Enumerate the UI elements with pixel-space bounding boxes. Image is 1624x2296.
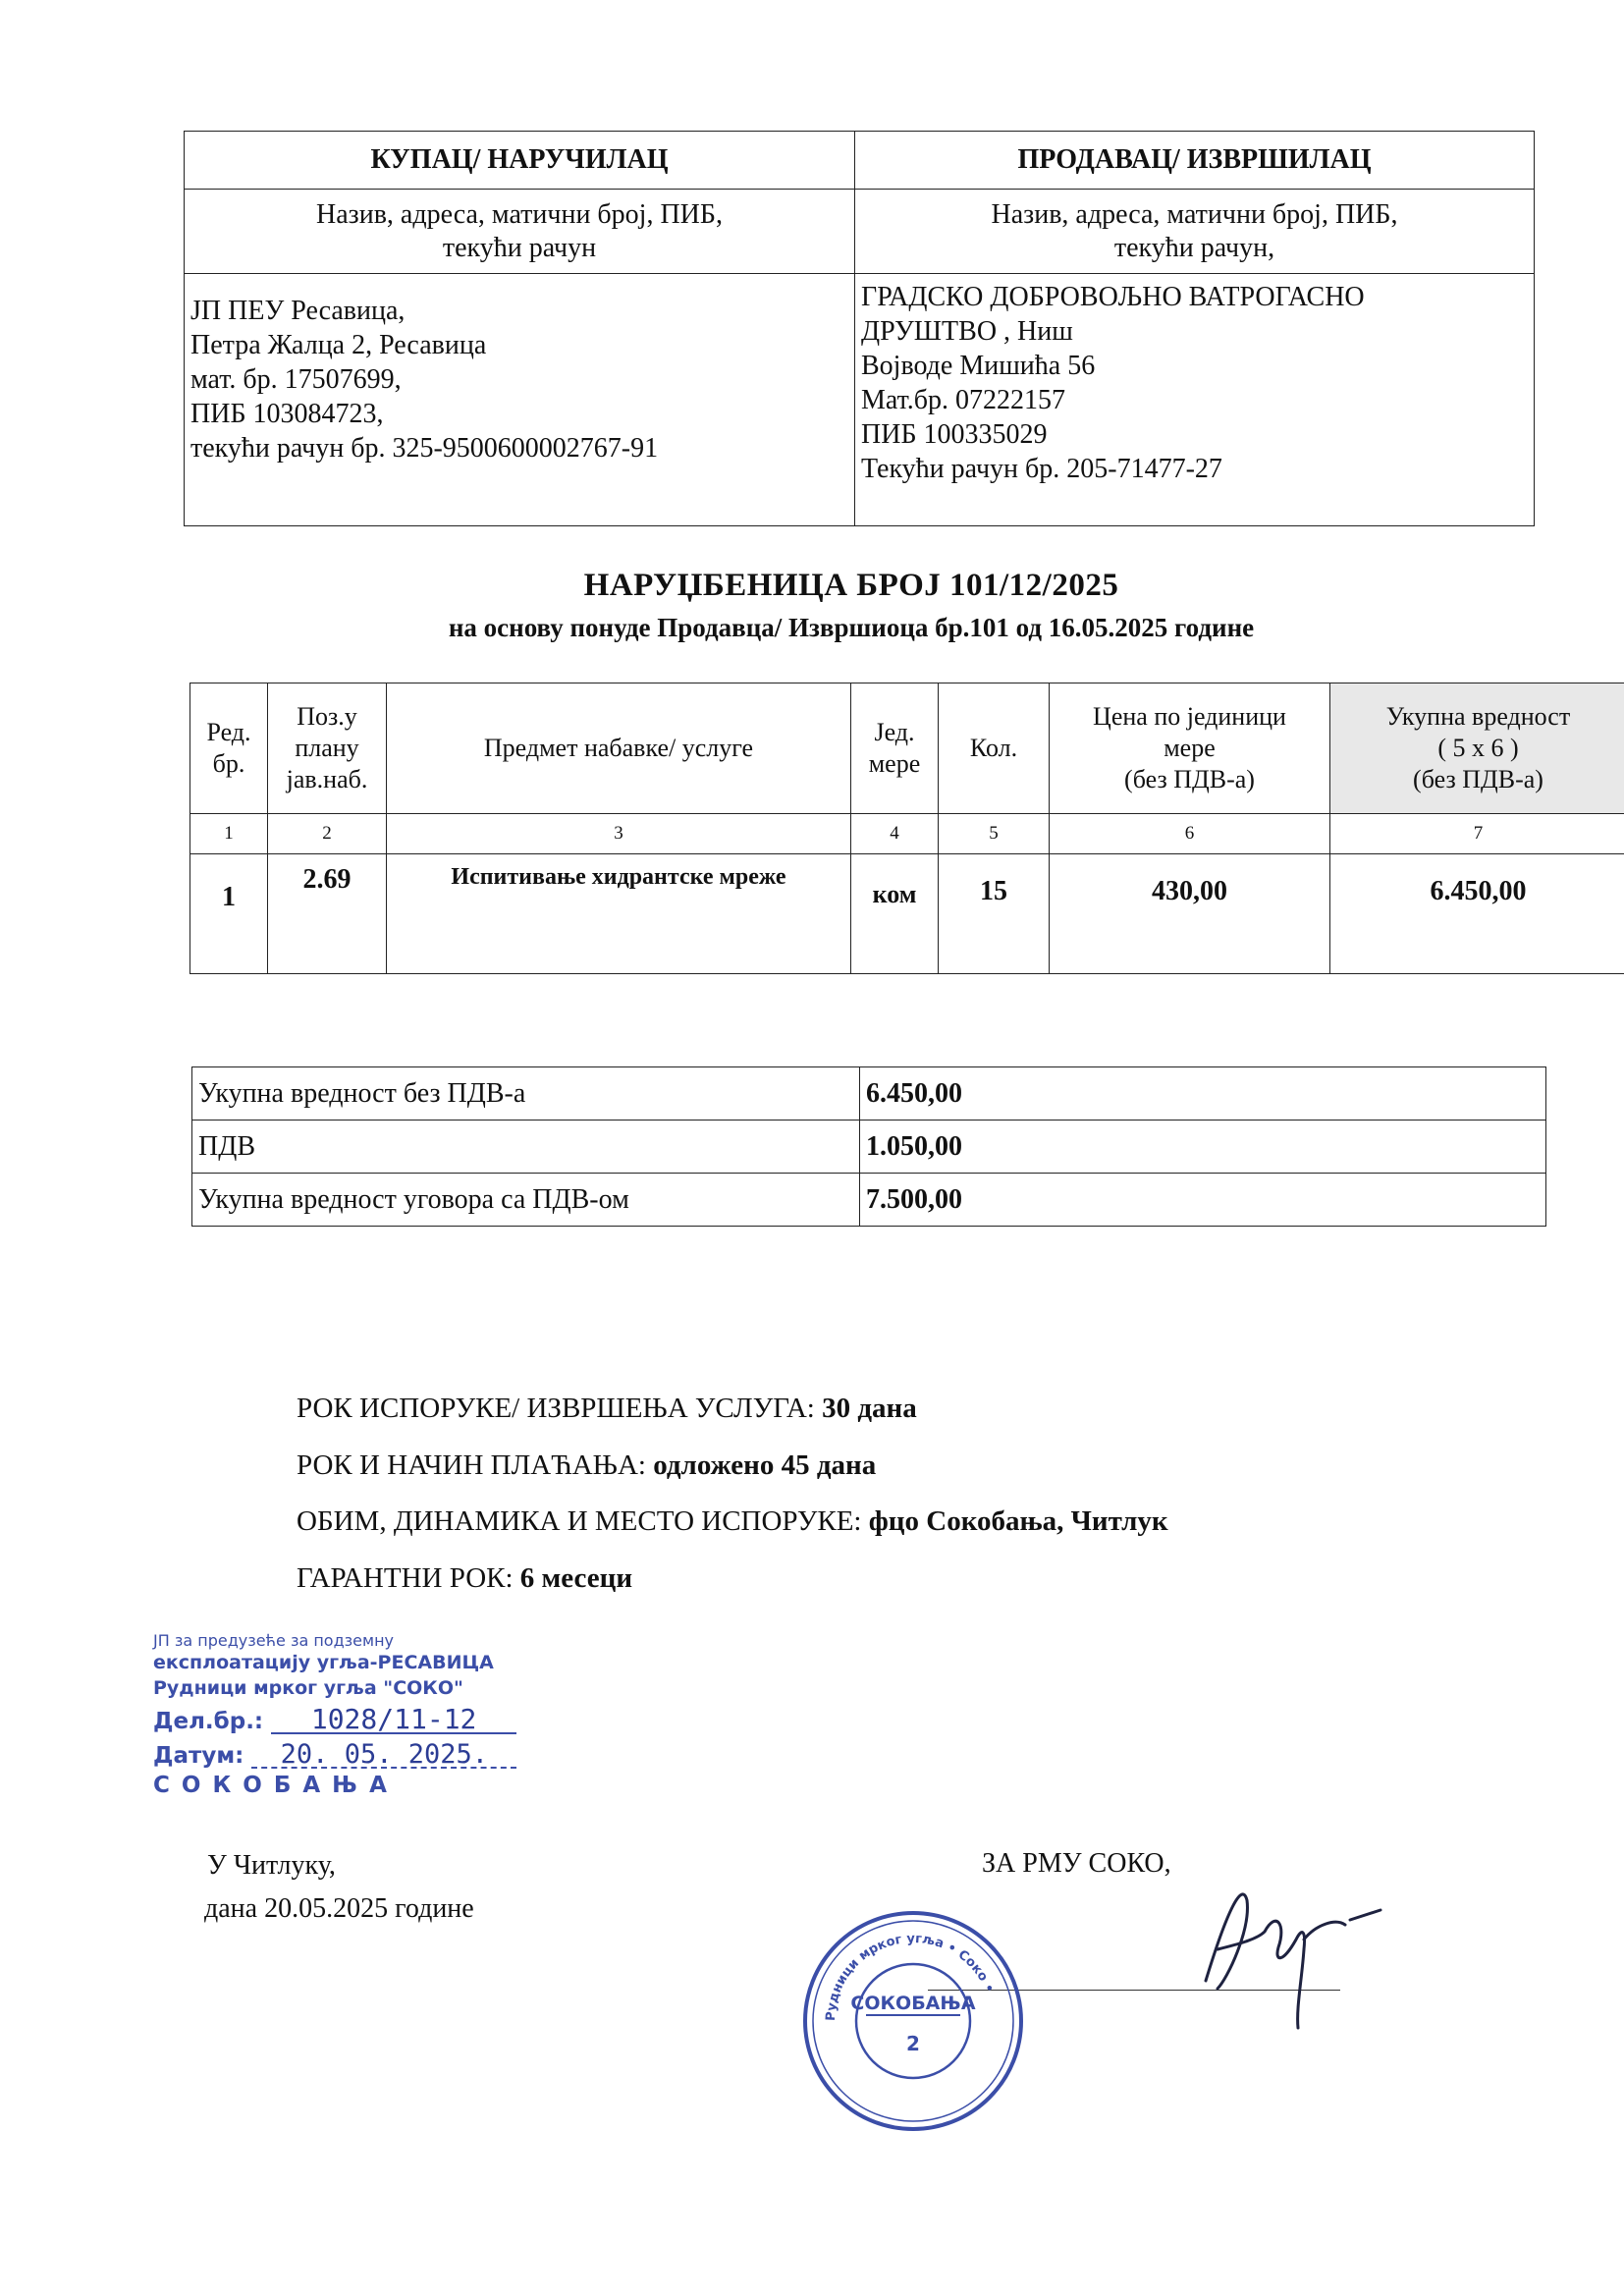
table-row [190,854,1624,974]
signature-image [1188,1871,1384,2038]
seller-sub-line: Назив, адреса, матични број, ПИБ, [991,198,1398,230]
seller-details [855,274,1535,526]
svg-text:Рудници мрког угља • Соко •: Рудници мрког угља • Соко • [823,1931,998,2022]
registry-stamp [153,1630,566,1796]
term-value: 6 месеци [519,1562,633,1594]
buyer-account: текући рачун бр. 325-9500600002767-91 [190,433,659,464]
col-header-total [1330,683,1624,814]
buyer-tax-id: ПИБ 103084723, [190,399,384,429]
grand-total-value: 7.500,00 [860,1174,1546,1227]
seller-header: ПРОДАВАЦ/ ИЗВРШИЛАЦ [855,132,1535,190]
header-line: Укупна вредност [1385,702,1571,731]
grand-total-label: Укупна вредност уговора са ПДВ-ом [192,1174,860,1227]
stamp-line: ЈП за предузеће за подземну [153,1631,394,1650]
stamp-del-value: 1028/11-12 [310,1703,477,1735]
item-qty: 15 [939,854,1050,974]
table-row [192,1174,1546,1227]
delivery-place-term [297,1505,1168,1538]
seller-name-city: ДРУШТВО , Ниш [861,316,1073,347]
seller-name: ГРАДСКО ДОБРОВОЉНО ВАТРОГАСНО [861,282,1365,312]
stamp-line: Рудници мрког угља "СОКО" [153,1677,463,1699]
buyer-reg-number: мат. бр. 17507699, [190,364,402,395]
col-header-unit [851,683,939,814]
round-seal-image [797,1905,1029,2137]
term-label: ОБИМ, ДИНАМИКА И МЕСТО ИСПОРУКЕ: [297,1505,869,1537]
svg-text:2: 2 [906,2032,920,2055]
seller-tax-id: ПИБ 100335029 [861,419,1048,450]
item-unit-price: 430,00 [1050,854,1330,974]
total-value: 6.450,00 [860,1067,1546,1121]
header-line: Цена по јединици [1093,702,1286,731]
column-number: 7 [1330,814,1624,854]
date-text: дана 20.05.2025 године [204,1893,474,1924]
item-no: 1 [190,854,268,974]
header-line: (без ПДВ-а) [1124,765,1255,793]
buyer-details [185,274,855,526]
document-title: НАРУЏБЕНИЦА БРОЈ 101/12/2025 [583,568,1119,603]
header-line: јав.наб. [286,765,368,793]
item-subject: Испитивање хидрантске мреже [387,854,851,974]
seller-account: Текући рачун бр. 205-71477-27 [861,454,1222,484]
header-line: Јед. [874,718,915,746]
vat-value: 1.050,00 [860,1121,1546,1174]
buyer-sub-line: текући рачун [442,232,597,263]
buyer-header: КУПАЦ/ НАРУЧИЛАЦ [185,132,855,190]
term-label: РОК И НАЧИН ПЛАЋАЊА: [297,1449,654,1481]
seller-sub-line: текући рачун, [1113,232,1275,263]
seller-address: Војводе Мишића 56 [861,351,1096,381]
header-line: плану [295,734,359,762]
items-header-row [190,683,1624,814]
total-label: Укупна вредност без ПДВ-а [192,1067,860,1121]
column-number: 1 [190,814,268,854]
header-line: Поз.у [297,702,357,731]
stamp-date-value: 20. 05. 2025. [280,1739,488,1770]
stamp-city: С О К О Б А Њ А [153,1773,389,1798]
buyer-subheader [185,190,855,274]
for-company-text: ЗА РМУ СОКО, [982,1848,1171,1879]
stamp-line: експлоатацију угља-РЕСАВИЦА [153,1652,494,1673]
payment-term [297,1449,876,1482]
item-total: 6.450,00 [1330,854,1624,974]
header-line: ( 5 x 6 ) [1437,734,1519,762]
parties-table [184,131,1535,526]
term-value: одложено 45 дана [653,1449,877,1481]
buyer-address: Петра Жалца 2, Ресавица [190,330,487,360]
column-number: 4 [851,814,939,854]
totals-table [191,1066,1546,1227]
column-number: 2 [268,814,387,854]
term-label: ГАРАНТНИ РОК: [297,1562,520,1594]
place-text: У Читлуку, [207,1850,336,1881]
column-number: 3 [387,814,851,854]
col-header-no [190,683,268,814]
term-value: 30 дана [822,1393,917,1424]
warranty-term [297,1562,632,1595]
header-line: мере [868,749,921,778]
column-number: 5 [939,814,1050,854]
stamp-date-label: Датум: [153,1743,244,1769]
header-line: Кол. [969,734,1018,762]
term-value: фцо Сокобања, Читлук [868,1505,1168,1537]
col-header-unit-price [1050,683,1330,814]
stamp-del-label: Дел.бр.: [153,1709,264,1734]
item-unit: ком [851,854,939,974]
seller-reg-number: Мат.бр. 07222157 [861,385,1065,415]
header-line: (без ПДВ-а) [1413,765,1543,793]
buyer-name: ЈП ПЕУ Ресавица, [190,296,406,326]
svg-text:СОКОБАЊА: СОКОБАЊА [850,1993,976,2014]
term-label: РОК ИСПОРУКЕ/ ИЗВРШЕЊА УСЛУГА: [297,1393,823,1424]
item-plan-position: 2.69 [268,854,387,974]
vat-label: ПДВ [192,1121,860,1174]
delivery-term [297,1393,917,1425]
table-row [192,1067,1546,1121]
header-line: Предмет набавке/ услуге [483,734,754,762]
buyer-sub-line: Назив, адреса, матични број, ПИБ, [316,198,723,230]
header-line: Ред. [206,718,251,746]
col-header-plan [268,683,387,814]
header-line: бр. [212,749,245,778]
column-number: 6 [1050,814,1330,854]
items-table [189,683,1624,974]
header-line: мере [1164,734,1216,762]
column-number-row [190,814,1624,854]
col-header-subject [387,683,851,814]
col-header-qty [939,683,1050,814]
seller-subheader [855,190,1535,274]
document-subtitle: на основу понуде Продавца/ Извршиоца бр.101 од 16.05.2025 године [448,613,1255,642]
table-row [192,1121,1546,1174]
